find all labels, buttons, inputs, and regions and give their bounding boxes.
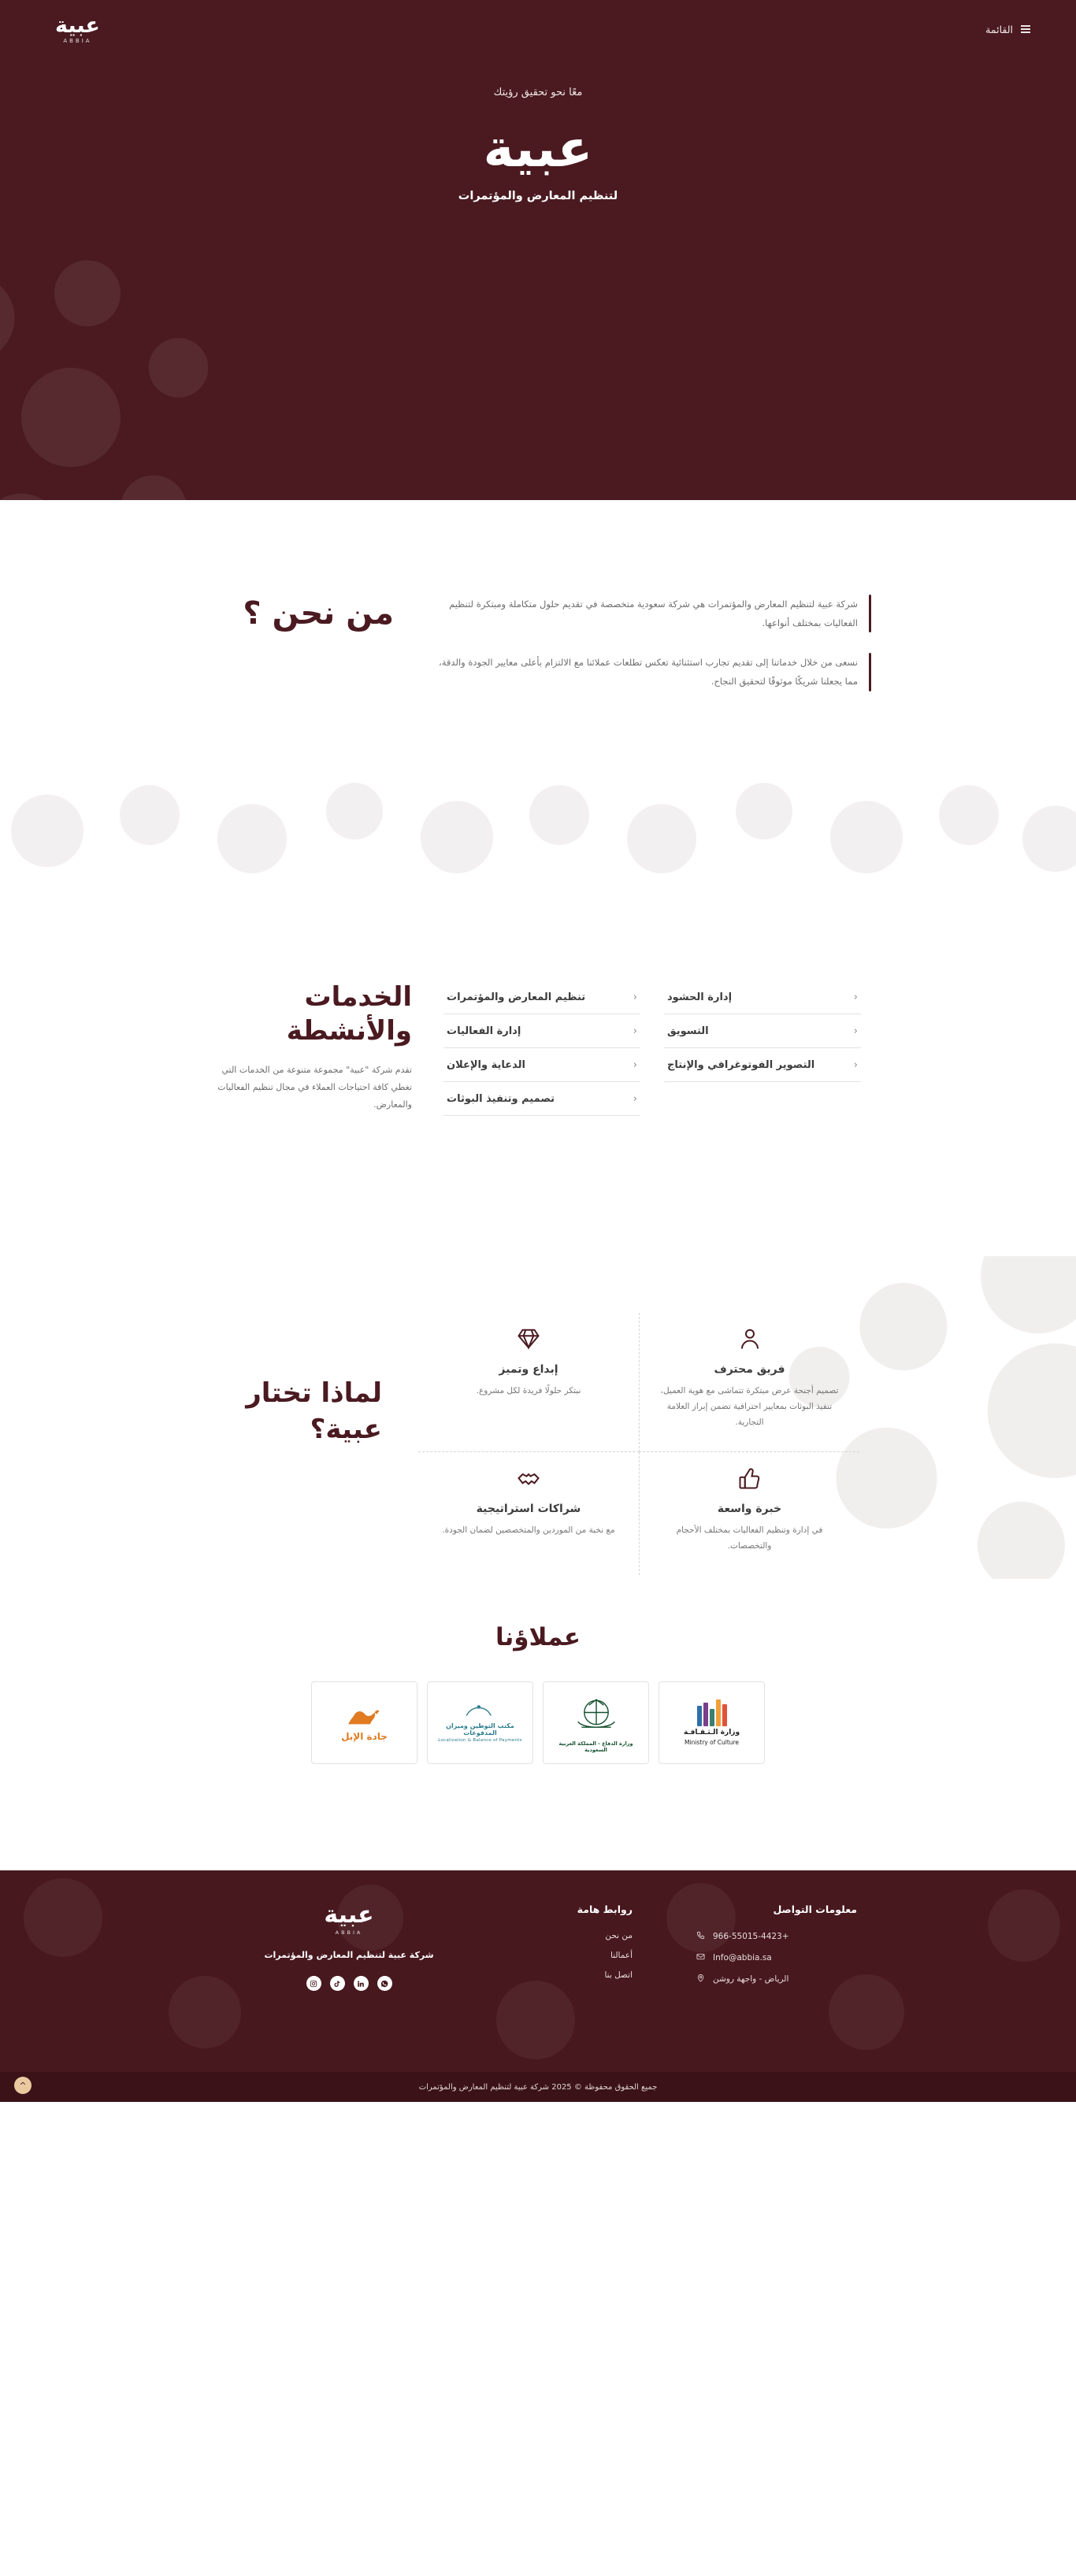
- handshake-icon: [439, 1466, 618, 1493]
- copyright-bar: [0, 2072, 1076, 2102]
- mail-icon: [696, 1952, 705, 1963]
- footer-contact-heading: معلومات التواصل: [773, 1903, 857, 1915]
- defense-emblem-icon: [569, 1693, 624, 1737]
- site-logo-arabic: عبية: [55, 13, 100, 38]
- phone-icon: [696, 1931, 705, 1942]
- client-name-arabic: وزارة الدفاع - المملكة العربية السعودية: [558, 1740, 633, 1753]
- service-item[interactable]: [443, 1048, 640, 1082]
- footer-contact-email[interactable]: [696, 1952, 857, 1963]
- services-column-right: [443, 980, 640, 1116]
- chevron-left-icon: ‹: [633, 1059, 637, 1071]
- footer-links-heading: روابط هامة: [577, 1903, 633, 1915]
- services-title: الخدمات والأنشطة: [286, 981, 412, 1047]
- hero-section: [0, 0, 1076, 500]
- decorative-pattern-band: [0, 776, 1076, 917]
- service-item[interactable]: [664, 980, 861, 1014]
- why-choose-section: [0, 1256, 1076, 1587]
- about-paragraph-text: شركة عبية لتنظيم المعارض والمؤتمرات هي شركة سعودية متخصصة في تقديم حلول متكاملة ومبتكرة لتنظيم الفعاليات بمختلف أنواعها.: [449, 599, 858, 629]
- chevron-left-icon: ‹: [853, 1025, 858, 1037]
- client-logo-jadah-al-ibil: [311, 1681, 417, 1764]
- client-logo-ministry-of-culture: [659, 1681, 765, 1764]
- client-logo-localization: [427, 1681, 533, 1764]
- about-paragraph-list: [430, 595, 871, 712]
- footer-social-row: [219, 1976, 479, 1991]
- clients-title: عملاؤنا: [495, 1623, 581, 1651]
- why-item-title: فريق محترف: [714, 1363, 785, 1376]
- client-name-latin: Localization & Balance of Payments: [438, 1737, 522, 1743]
- tiktok-icon[interactable]: [330, 1976, 345, 1991]
- service-item-label: إدارة الحشود: [667, 991, 733, 1003]
- site-logo[interactable]: [55, 15, 100, 44]
- why-item-desc: نبتكر حلولًا فريدة لكل مشروع.: [476, 1386, 581, 1395]
- instagram-icon[interactable]: [306, 1976, 321, 1991]
- footer-tagline: شركة عبية لتنظيم المعارض والمؤتمرات: [264, 1950, 434, 1960]
- services-column-left: [664, 980, 861, 1116]
- footer-section: [0, 1870, 1076, 2072]
- why-item-title: إبداع وتميز: [499, 1363, 558, 1376]
- about-accent-bar: [869, 653, 871, 691]
- hero-logo-arabic: عبية: [483, 118, 593, 179]
- scroll-to-top-button[interactable]: ^: [14, 2077, 32, 2094]
- services-heading-block: [215, 980, 412, 1116]
- person-icon: [660, 1327, 839, 1354]
- why-items-grid: [418, 1313, 859, 1575]
- footer-contact-address: [696, 1974, 857, 1985]
- service-item[interactable]: [664, 1048, 861, 1082]
- location-icon: [696, 1974, 705, 1985]
- why-item-desc: مع نخبة من الموردين والمتخصصين لضمان الجودة.: [442, 1525, 615, 1535]
- camel-icon: [344, 1704, 385, 1728]
- menu-label: القائمة: [985, 23, 1013, 35]
- why-item: [639, 1452, 859, 1575]
- hero-subtitle: لتنظيم المعارض والمؤتمرات: [458, 189, 618, 202]
- diamond-icon: [439, 1327, 618, 1354]
- clients-logo-row: [0, 1681, 1076, 1764]
- chevron-left-icon: ‹: [853, 991, 858, 1003]
- service-item[interactable]: [443, 1082, 640, 1116]
- services-section: [0, 917, 1076, 1256]
- footer-logo-latin: ABBIA: [335, 1929, 363, 1936]
- services-lists: [443, 980, 861, 1116]
- whatsapp-icon[interactable]: [377, 1976, 392, 1991]
- footer-link-works[interactable]: أعمالنا: [610, 1951, 633, 1960]
- copyright-text: جميع الحقوق محفوظة © 2025 شركة عبية لتنظيم المعارض والمؤتمرات: [418, 2082, 658, 2092]
- top-navbar: [0, 0, 1076, 58]
- service-item[interactable]: [664, 1014, 861, 1048]
- footer-links-column: [542, 1903, 633, 1995]
- why-item-desc: في إدارة وتنظيم الفعاليات بمختلف الأحجام والتخصصات.: [676, 1525, 823, 1551]
- why-choose-title: لماذا تختار عبية؟: [246, 1377, 382, 1445]
- clients-section: [0, 1587, 1076, 1870]
- footer-contact-column: [696, 1903, 857, 1995]
- decorative-pattern-left: [0, 252, 236, 500]
- why-item-title: خبرة واسعة: [717, 1502, 782, 1515]
- service-item-label: إدارة الفعاليات: [447, 1025, 521, 1037]
- footer-logo-arabic: عبية: [324, 1901, 374, 1929]
- thumbs-up-icon: [660, 1466, 839, 1493]
- chevron-left-icon: ‹: [853, 1059, 858, 1071]
- client-name-arabic: مكتب التوطين وميزان المدفوعات: [446, 1722, 514, 1736]
- about-section: [0, 500, 1076, 917]
- about-accent-bar: [869, 595, 871, 632]
- footer-brand-column: [219, 1903, 479, 1995]
- client-name-arabic: جادة الإبل: [341, 1730, 388, 1742]
- site-logo-latin: ABBIA: [63, 37, 92, 44]
- menu-toggle-button[interactable]: [985, 24, 1030, 35]
- client-logo-ministry-of-defense: [543, 1681, 649, 1764]
- culture-emblem-icon: [697, 1699, 727, 1726]
- chevron-left-icon: ‹: [633, 991, 637, 1003]
- why-item-title: شراكات استراتيجية: [476, 1502, 581, 1515]
- hero-content: [0, 87, 1076, 202]
- about-paragraph: [430, 595, 871, 632]
- service-item-label: التسويق: [667, 1025, 709, 1037]
- services-description: تقدم شركة "عبية" مجموعة متنوعة من الخدمات التي تغطي كافة احتياجات العملاء في مجال تنظيم الفعاليات والمعارض.: [217, 1065, 412, 1110]
- footer-contact-phone-text: +966-55015-4423: [713, 1932, 789, 1941]
- service-item[interactable]: [443, 1014, 640, 1048]
- hamburger-icon: [1021, 25, 1030, 33]
- service-item[interactable]: [443, 980, 640, 1014]
- localization-emblem-icon: [462, 1703, 499, 1719]
- about-paragraph: [430, 653, 871, 691]
- footer-contact-email-text: Info@abbia.sa: [713, 1953, 772, 1963]
- footer-contact-phone[interactable]: [696, 1931, 857, 1942]
- footer-link-contact[interactable]: اتصل بنا: [604, 1970, 633, 1980]
- service-item-label: تصميم وتنفيذ البوثات: [447, 1093, 555, 1105]
- hero-kicker: معًا نحو تحقيق رؤيتك: [493, 87, 583, 98]
- chevron-left-icon: ‹: [633, 1025, 637, 1037]
- why-item-desc: تصميم أجنحة عرض مبتكرة تتماشى مع هوية العميل، تنفيذ البوثات بمعايير احترافية تضمن إبراز العلامة التجارية.: [660, 1386, 839, 1427]
- about-title: من نحن ؟: [243, 595, 394, 632]
- service-item-label: التصوير الفوتوغرافي والإنتاج: [667, 1059, 815, 1071]
- why-item: [639, 1313, 859, 1452]
- service-item-label: الدعاية والإعلان: [447, 1059, 525, 1071]
- why-item: [418, 1452, 639, 1575]
- footer-contact-address-text: الرياض - واجهة روشن: [713, 1974, 789, 1984]
- service-item-label: تنظيم المعارض والمؤتمرات: [447, 991, 586, 1003]
- chevron-left-icon: ‹: [633, 1093, 637, 1105]
- why-item: [418, 1313, 639, 1452]
- client-name-arabic: وزارة الـثـقـافـة: [683, 1729, 740, 1736]
- linkedin-icon[interactable]: [354, 1976, 369, 1991]
- client-name-latin: Ministry of Culture: [684, 1739, 740, 1746]
- about-paragraph-text: نسعى من خلال خدماتنا إلى تقديم تجارب استثنائية تعكس تطلعات عملائنا مع الالتزام بأعلى معايير الجودة والدقة، مما يجعلنا شريكًا موثوقًا لتحقيق النجاح.: [439, 657, 858, 688]
- footer-link-about[interactable]: من نحن: [605, 1931, 633, 1940]
